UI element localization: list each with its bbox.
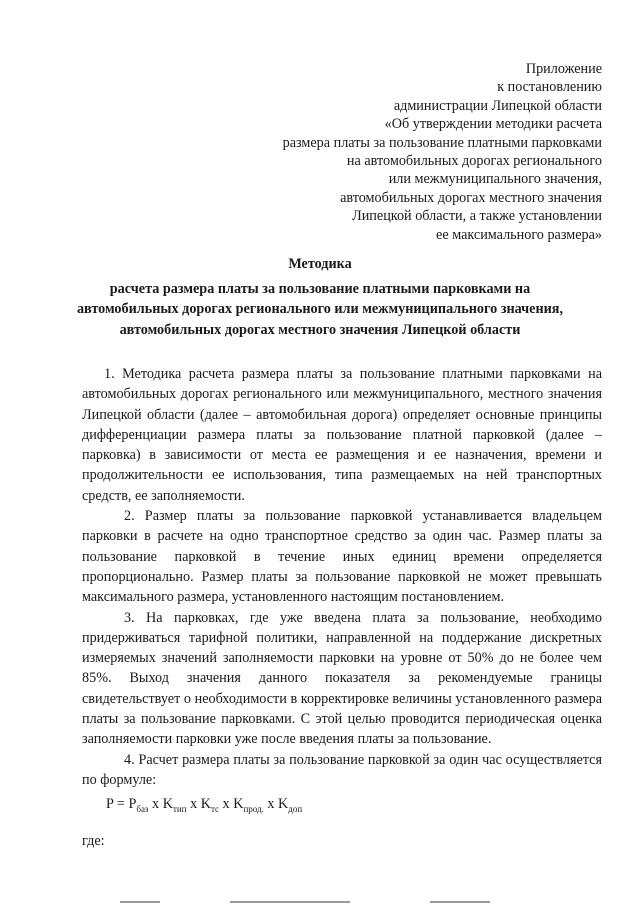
formula-times: x xyxy=(263,796,279,813)
appendix-line: «Об утверждении методики расчета xyxy=(384,116,602,133)
appendix-line: автомобильных дорогах местного значения xyxy=(340,189,602,206)
formula-times: x xyxy=(186,796,201,813)
formula-lhs: P = P xyxy=(106,796,137,813)
where-label: где: xyxy=(82,833,105,850)
formula-k-additional-sub: доп xyxy=(288,804,303,815)
paragraph-4: 4. Расчет размера платы за пользование парковкой за один час осуществляется по формуле: xyxy=(82,751,602,788)
appendix-line: размера платы за пользование платными парковками xyxy=(282,134,602,151)
appendix-line: Липецкой области, а также установлении xyxy=(352,208,602,225)
formula-times: x xyxy=(219,796,234,813)
paragraph-2: 2. Размер платы за пользование парковкой устанавливается владельцем парковки в расчете на одно транспортное средство за один час. Размер платы за пользование парковкой в течение иных единиц времени определяется пропорционально. Размер платы за пользование парковкой не может превышать максимального размера, установленного настоящим постановлением. xyxy=(82,508,602,606)
document-title xyxy=(60,254,580,340)
appendix-line: Приложение xyxy=(525,61,602,77)
document-body xyxy=(82,364,602,852)
title-main: Методика xyxy=(288,256,352,272)
scan-mark xyxy=(230,901,350,903)
title-subtitle-line: автомобильных дорогах местного значения Липецкой области xyxy=(119,321,521,338)
formula-base-sub: баз xyxy=(136,804,149,815)
appendix-line: на автомобильных дорогах регионального xyxy=(346,153,602,170)
scan-edge-marks xyxy=(0,899,640,905)
appendix-line: ее максимального размера» xyxy=(436,226,602,243)
formula-times: x xyxy=(148,796,163,813)
paragraph-3: 3. На парковках, где уже введена плата за пользование, необходимо придерживаться тарифной политики, направленной на поддержание дискретных измеряемых значений заполняемости парковки на уровне от 50% до не более чем 85%. Выход значения данного показателя за рекомендуемые границы свидетельствует о необходимости в корректировке величины установленного размера платы за пользование парковками. С этой целью проводится периодическая оценка заполняемости парковки уже после введения платы за пользование. xyxy=(82,609,602,748)
formula-k-vehicle: K xyxy=(200,796,211,813)
appendix-line: к постановлению xyxy=(497,79,602,96)
title-subtitle-line: расчета размера платы за пользование платными парковками на xyxy=(109,280,531,297)
paragraph-1: 1. Методика расчета размера платы за пользование платными парковками на автомобильных дорогах регионального или межмуниципального, местного значения Липецкой области (далее – автомобильная дорога) определяет основные принципы дифференциации размера платы за пользование платной парковкой (далее – парковка) в зависимости от места ее размещения и ее назначения, времени и продолжительности ее использования, типа размещаемых на ней транспортных средств, ее заполняемости. xyxy=(82,366,602,504)
formula-k-additional: K xyxy=(278,796,289,813)
formula-k-type: K xyxy=(162,796,173,813)
appendix-line: администрации Липецкой области xyxy=(393,97,602,114)
title-subtitle-line: автомобильных дорогах регионального или межмуниципального значения, xyxy=(76,301,564,317)
formula-k-vehicle-sub: тс xyxy=(210,804,219,815)
formula-k-type-sub: тип xyxy=(172,804,187,815)
appendix-header xyxy=(242,60,602,244)
formula-k-duration: K xyxy=(233,796,244,813)
formula-k-duration-sub: прод. xyxy=(243,804,264,815)
scan-mark xyxy=(120,901,160,903)
scan-mark xyxy=(430,901,490,903)
appendix-line: или межмуниципального значения, xyxy=(388,171,602,188)
formula xyxy=(106,794,602,819)
